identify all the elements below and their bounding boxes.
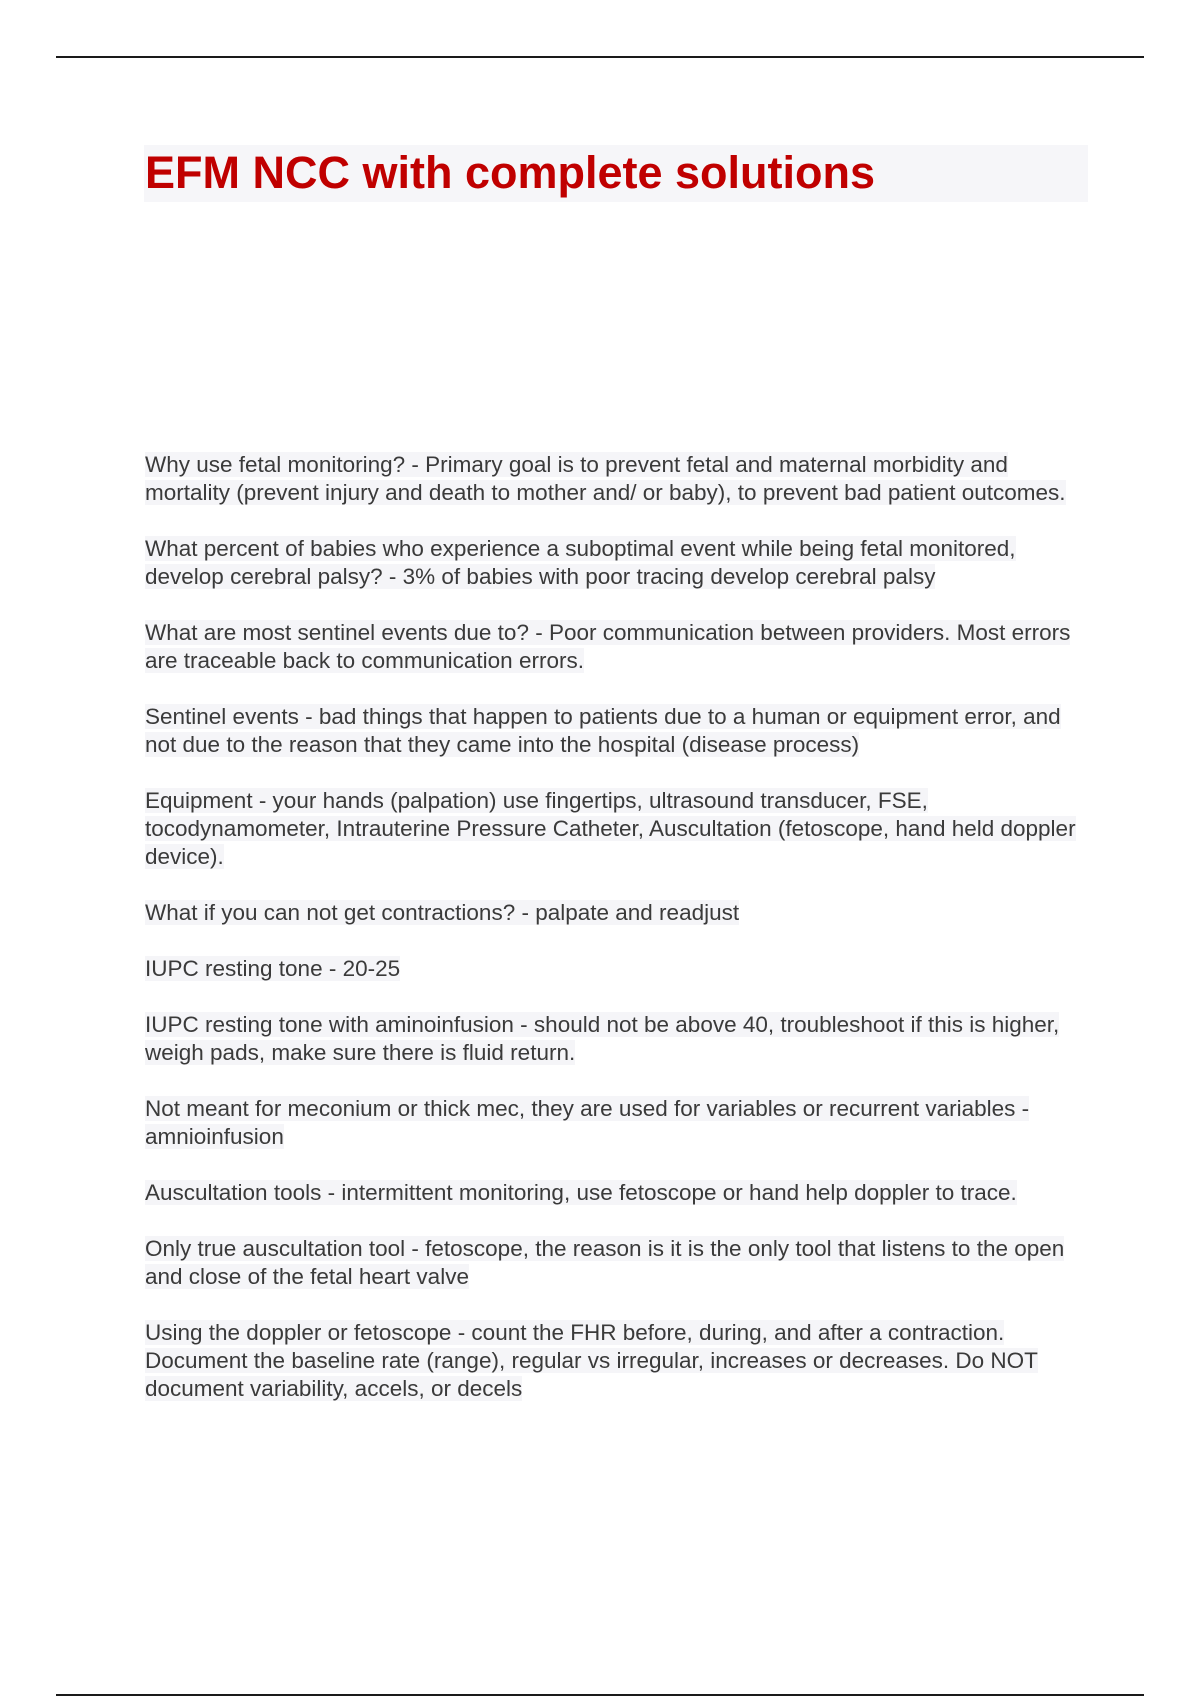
qa-entry-text: What are most sentinel events due to? - Poor communication between providers. Most errors are traceable back to communication errors.: [145, 620, 1071, 673]
qa-entry-8: [145, 1011, 1090, 1067]
qa-entry-7: [145, 955, 1090, 983]
qa-entry-11: [145, 1235, 1090, 1291]
qa-entry-text: Using the doppler or fetoscope - count the FHR before, during, and after a contraction. Document the baseline rate (range), regular vs irregular, increases or decreases. Do NOT document variability, accels, or decels: [145, 1320, 1038, 1401]
qa-entry-text: What if you can not get contractions? - palpate and readjust: [145, 900, 740, 925]
qa-entry-4: [145, 703, 1090, 759]
qa-entry-12: [145, 1319, 1090, 1403]
qa-list: [145, 451, 1090, 1431]
qa-entry-text: What percent of babies who experience a suboptimal event while being fetal monitored, develop cerebral palsy? - 3% of babies with poor tracing develop cerebral palsy: [145, 536, 1016, 589]
qa-entry-text: Not meant for meconium or thick mec, they are used for variables or recurrent variables - amnioinfusion: [145, 1096, 1030, 1149]
qa-entry-3: [145, 619, 1090, 675]
qa-entry-text: Auscultation tools - intermittent monitoring, use fetoscope or hand help doppler to trace.: [145, 1180, 1017, 1205]
qa-entry-10: [145, 1179, 1090, 1207]
qa-entry-text: Why use fetal monitoring? - Primary goal is to prevent fetal and maternal morbidity and mortality (prevent injury and death to mother and/ or baby), to prevent bad patient outcomes.: [145, 452, 1066, 505]
top-rule: [56, 56, 1144, 58]
qa-entry-text: Only true auscultation tool - fetoscope, the reason is it is the only tool that listens to the open and close of the fetal heart valve: [145, 1236, 1065, 1289]
qa-entry-6: [145, 899, 1090, 927]
qa-entry-1: [145, 451, 1090, 507]
qa-entry-9: [145, 1095, 1090, 1151]
bottom-rule: [56, 1694, 1144, 1696]
qa-entry-2: [145, 535, 1090, 591]
qa-entry-5: [145, 787, 1090, 871]
qa-entry-text: Equipment - your hands (palpation) use fingertips, ultrasound transducer, FSE, tocodynamometer, Intrauterine Pressure Catheter, Auscultation (fetoscope, hand held doppler device).: [145, 788, 1076, 869]
page-title: EFM NCC with complete solutions: [145, 147, 876, 198]
qa-entry-text: IUPC resting tone with aminoinfusion - should not be above 40, troubleshoot if this is higher, weigh pads, make sure there is fluid return.: [145, 1012, 1060, 1065]
qa-entry-text: Sentinel events - bad things that happen to patients due to a human or equipment error, and not due to the reason that they came into the hospital (disease process): [145, 704, 1061, 757]
qa-entry-text: IUPC resting tone - 20-25: [145, 956, 401, 981]
